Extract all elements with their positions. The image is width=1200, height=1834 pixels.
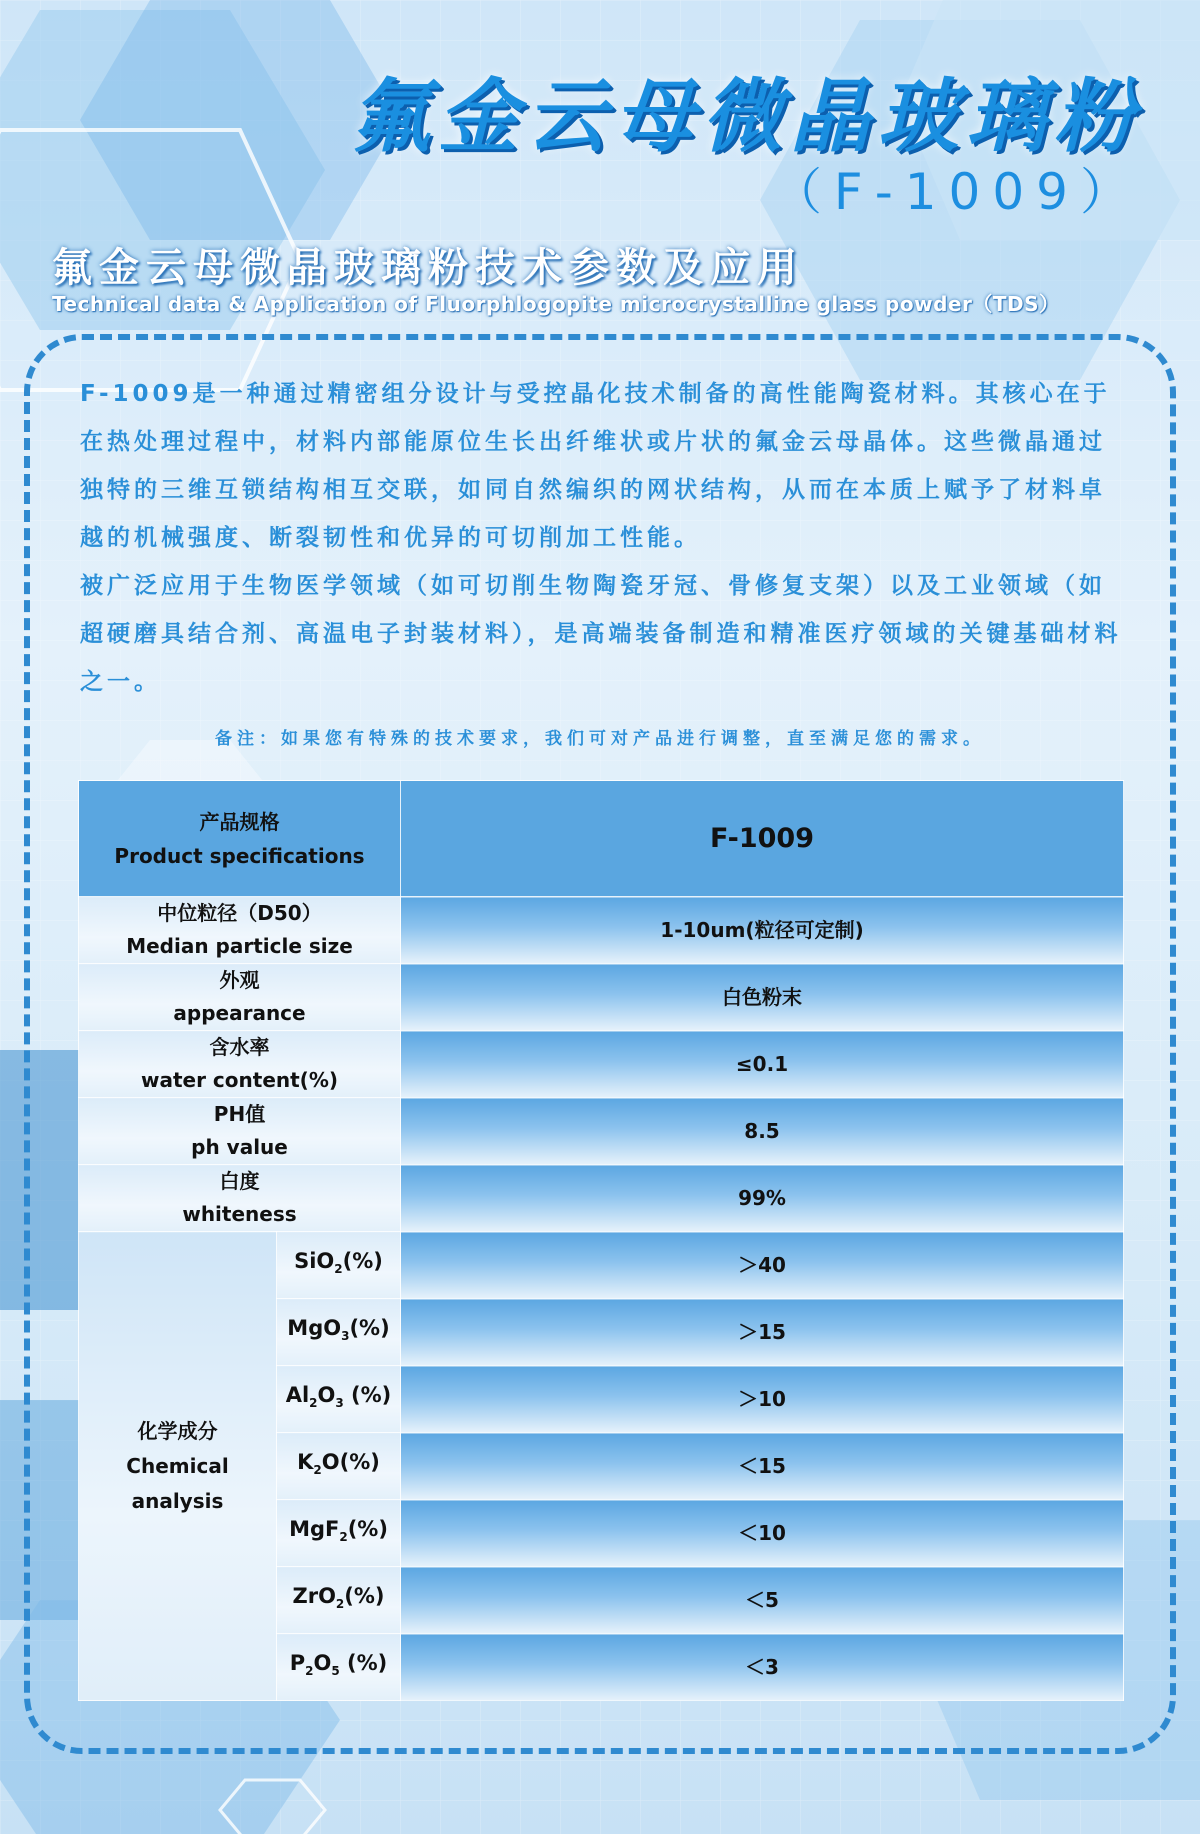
property-value-cell: ≤0.1 — [401, 1031, 1124, 1098]
formula-text: Al — [285, 1382, 310, 1407]
formula-cell — [277, 1433, 401, 1500]
formula-text: O — [313, 1650, 332, 1675]
formula-cell — [277, 1500, 401, 1567]
property-label-cell — [79, 1165, 401, 1232]
model-code: （F-1009） — [771, 163, 1142, 221]
formula-text: O — [317, 1382, 336, 1407]
property-label-cell — [79, 897, 401, 964]
formula-text: (%) — [342, 1248, 383, 1273]
chem-row — [79, 1232, 1124, 1299]
property-label-en: appearance — [173, 1001, 306, 1025]
property-label-cell — [79, 1098, 401, 1165]
formula-text: SiO — [294, 1248, 335, 1273]
property-label-cn: 白度 — [219, 1169, 260, 1193]
chem-value-cell: ＜15 — [401, 1433, 1124, 1500]
intro-paragraph: F-1009是一种通过精密组分设计与受控晶化技术制备的高性能陶瓷材料。其核心在于在热处理过程中，材料内部能原位生长出纤维状或片状的氟金云母晶体。这些微晶通过独特的三维互锁结构相互交联，如同自然编织的网状结构，从而在本质上赋予了材料卓越的机械强度、断裂韧性和优异的可切削加工性能。 — [80, 381, 1111, 551]
formula-text: (%) — [339, 1650, 388, 1675]
chem-value-cell: ＞40 — [401, 1232, 1124, 1299]
formula-text: O(%) — [321, 1449, 380, 1474]
intro-paragraph: 被广泛应用于生物医学领域（如可切削生物陶瓷牙冠、骨修复支架）以及工业领域（如超硬磨具结合剂、高温电子封装材料），是高端装备制造和精准医疗领域的关键基础材料之一。 — [80, 573, 1122, 695]
chemical-analysis-label — [79, 1232, 277, 1701]
property-label-cell — [79, 1031, 401, 1098]
table-row — [79, 1098, 1124, 1165]
property-value-cell: 8.5 — [401, 1098, 1124, 1165]
spec-table — [78, 780, 1124, 1701]
table-row — [79, 897, 1124, 964]
formula-text: (%) — [343, 1382, 392, 1407]
header-label-en: Product specifications — [114, 843, 365, 868]
table-row — [79, 1031, 1124, 1098]
table-header-row — [79, 781, 1124, 897]
main-title: 氟金云母微晶玻璃粉 — [350, 70, 1142, 163]
formula-subscript: 2 — [339, 1530, 348, 1545]
property-value-cell: 1-10um(粒径可定制) — [401, 897, 1124, 964]
property-value-cell: 白色粉末 — [401, 964, 1124, 1031]
formula-subscript: 3 — [335, 1396, 344, 1411]
formula-subscript: 5 — [331, 1664, 340, 1679]
property-label-en: ph value — [191, 1135, 288, 1159]
formula-text: MgO — [287, 1315, 342, 1340]
header-value-cell: F-1009 — [401, 781, 1124, 897]
formula-cell — [277, 1567, 401, 1634]
formula-subscript: 2 — [334, 1262, 343, 1277]
formula-text: MgF — [289, 1516, 340, 1541]
header-label-cn: 产品规格 — [199, 809, 280, 834]
subtitle-cn: 氟金云母微晶玻璃粉技术参数及应用 — [52, 245, 804, 291]
property-value-cell: 99% — [401, 1165, 1124, 1232]
property-label-en: water content(%) — [141, 1068, 339, 1092]
chem-value-cell: ＜3 — [401, 1634, 1124, 1701]
property-label-cn: PH值 — [213, 1102, 266, 1126]
property-label-cn: 外观 — [219, 968, 260, 992]
chem-value-cell: ＞10 — [401, 1366, 1124, 1433]
formula-cell — [277, 1299, 401, 1366]
property-label-cn: 中位粒径（D50） — [157, 901, 322, 925]
formula-subscript: 2 — [335, 1597, 345, 1612]
chem-value-cell: ＜5 — [401, 1567, 1124, 1634]
intro-text — [80, 370, 1130, 706]
property-label-cell — [79, 964, 401, 1031]
property-label-cn: 含水率 — [209, 1035, 270, 1059]
formula-cell — [277, 1634, 401, 1701]
chemical-label-cn: 化学成分 — [137, 1418, 218, 1443]
formula-subscript: 2 — [305, 1664, 314, 1679]
formula-text: ZrO — [292, 1583, 336, 1608]
formula-text: (%) — [349, 1315, 390, 1340]
formula-text: P — [289, 1650, 306, 1675]
header-label-cell — [79, 781, 401, 897]
chemical-label-en: Chemical — [126, 1453, 229, 1478]
table-row — [79, 964, 1124, 1031]
chemical-label-en: analysis — [131, 1488, 224, 1513]
property-label-en: Median particle size — [126, 934, 353, 958]
formula-subscript: 3 — [341, 1329, 350, 1344]
formula-cell — [277, 1366, 401, 1433]
property-label-en: whiteness — [182, 1202, 297, 1226]
formula-cell — [277, 1232, 401, 1299]
formula-text: K — [297, 1449, 314, 1474]
chem-value-cell: ＞15 — [401, 1299, 1124, 1366]
chem-value-cell: ＜10 — [401, 1500, 1124, 1567]
subtitle-en: Technical data & Application of Fluorphlogopite microcrystalline glass powder（TDS） — [52, 292, 1060, 316]
formula-text: (%) — [344, 1583, 385, 1608]
formula-text: (%) — [347, 1516, 388, 1541]
formula-subscript: 2 — [313, 1463, 322, 1478]
formula-subscript: 2 — [309, 1396, 318, 1411]
remark-note: 备注：如果您有特殊的技术要求，我们可对产品进行调整，直至满足您的需求。 — [215, 729, 985, 749]
table-row — [79, 1165, 1124, 1232]
